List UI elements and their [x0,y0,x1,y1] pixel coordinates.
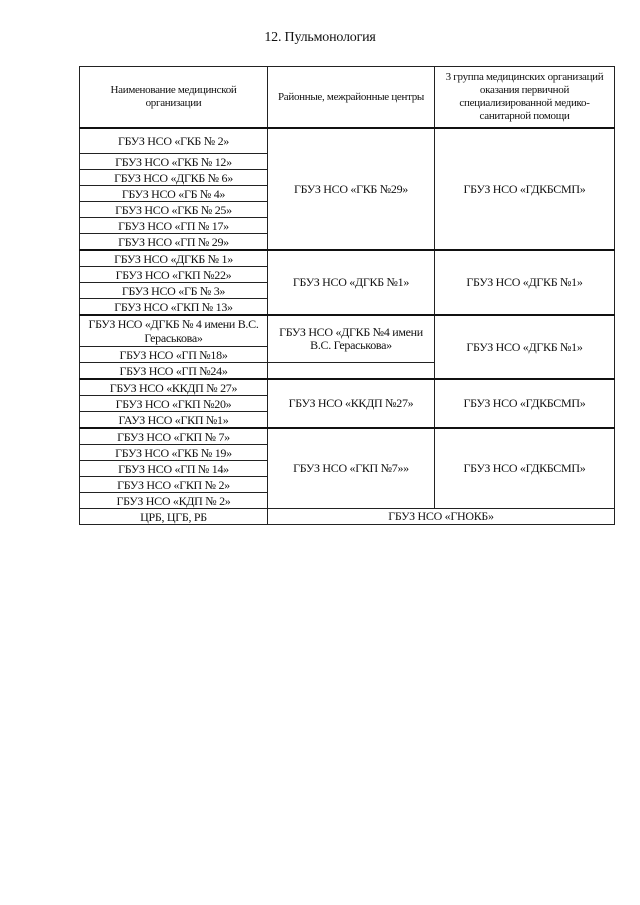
org-cell: ГБУЗ НСО «ГБ № 3» [80,283,268,299]
org-cell: ГБУЗ НСО «ГКП №20» [80,396,268,412]
center-cell-empty [268,363,435,380]
header-organization: Наименование медицинской организации [80,67,268,129]
org-cell: ГБУЗ НСО «ГКП № 13» [80,299,268,316]
table-row [80,379,615,396]
org-cell: ГБУЗ НСО «ГКБ № 12» [80,154,268,170]
group3-cell: ГБУЗ НСО «ДГКБ №1» [435,315,615,379]
routing-table [79,66,615,525]
org-cell: ГБУЗ НСО «ГП № 14» [80,461,268,477]
org-cell: ГБУЗ НСО «ДГКБ № 6» [80,170,268,186]
center-cell: ГБУЗ НСО «ГКП №7»» [268,428,435,509]
org-cell: ГБУЗ НСО «ГКП № 7» [80,428,268,445]
table-row [80,250,615,267]
org-cell: ЦРБ, ЦГБ, РБ [80,509,268,525]
org-cell: ГБУЗ НСО «ГКБ № 25» [80,202,268,218]
org-cell: ГАУЗ НСО «ГКП №1» [80,412,268,429]
table-row-last [80,509,615,525]
org-cell: ГБУЗ НСО «ГКП №22» [80,267,268,283]
org-cell: ГБУЗ НСО «ГП № 17» [80,218,268,234]
org-cell: ГБУЗ НСО «КДП № 2» [80,493,268,509]
center-cell: ГБУЗ НСО «ГКБ №29» [268,128,435,250]
org-cell: ГБУЗ НСО «ГП № 29» [80,234,268,251]
org-cell: ГБУЗ НСО «ГКП № 2» [80,477,268,493]
org-cell: ГБУЗ НСО «ДГКБ № 4 имени В.С. Гераськова» [80,315,268,347]
org-cell: ГБУЗ НСО «ГКБ № 19» [80,445,268,461]
table-row [80,128,615,154]
org-cell: ГБУЗ НСО «ГП №18» [80,347,268,363]
header-centers: Районные, межрайонные центры [268,67,435,129]
table-header-row [80,67,615,129]
merged-cell: ГБУЗ НСО «ГНОКБ» [268,509,615,525]
table-row [80,315,615,347]
page-title: 12. Пульмонология [264,30,376,45]
group3-cell: ГБУЗ НСО «ГДКБСМП» [435,428,615,509]
center-cell: ГБУЗ НСО «ККДП №27» [268,379,435,428]
group3-cell: ГБУЗ НСО «ДГКБ №1» [435,250,615,315]
org-cell: ГБУЗ НСО «ДГКБ № 1» [80,250,268,267]
table-row [80,428,615,445]
org-cell: ГБУЗ НСО «ГБ № 4» [80,186,268,202]
org-cell: ГБУЗ НСО «ГП №24» [80,363,268,380]
group3-cell: ГБУЗ НСО «ГДКБСМП» [435,128,615,250]
header-group3: 3 группа медицинских организаций оказания первичной специализированной медико-санитарной помощи [435,67,615,129]
org-cell: ГБУЗ НСО «ГКБ № 2» [80,128,268,154]
center-cell: ГБУЗ НСО «ДГКБ №1» [268,250,435,315]
center-cell: ГБУЗ НСО «ДГКБ №4 имени В.С. Гераськова» [268,315,435,363]
org-cell: ГБУЗ НСО «ККДП № 27» [80,379,268,396]
group3-cell: ГБУЗ НСО «ГДКБСМП» [435,379,615,428]
